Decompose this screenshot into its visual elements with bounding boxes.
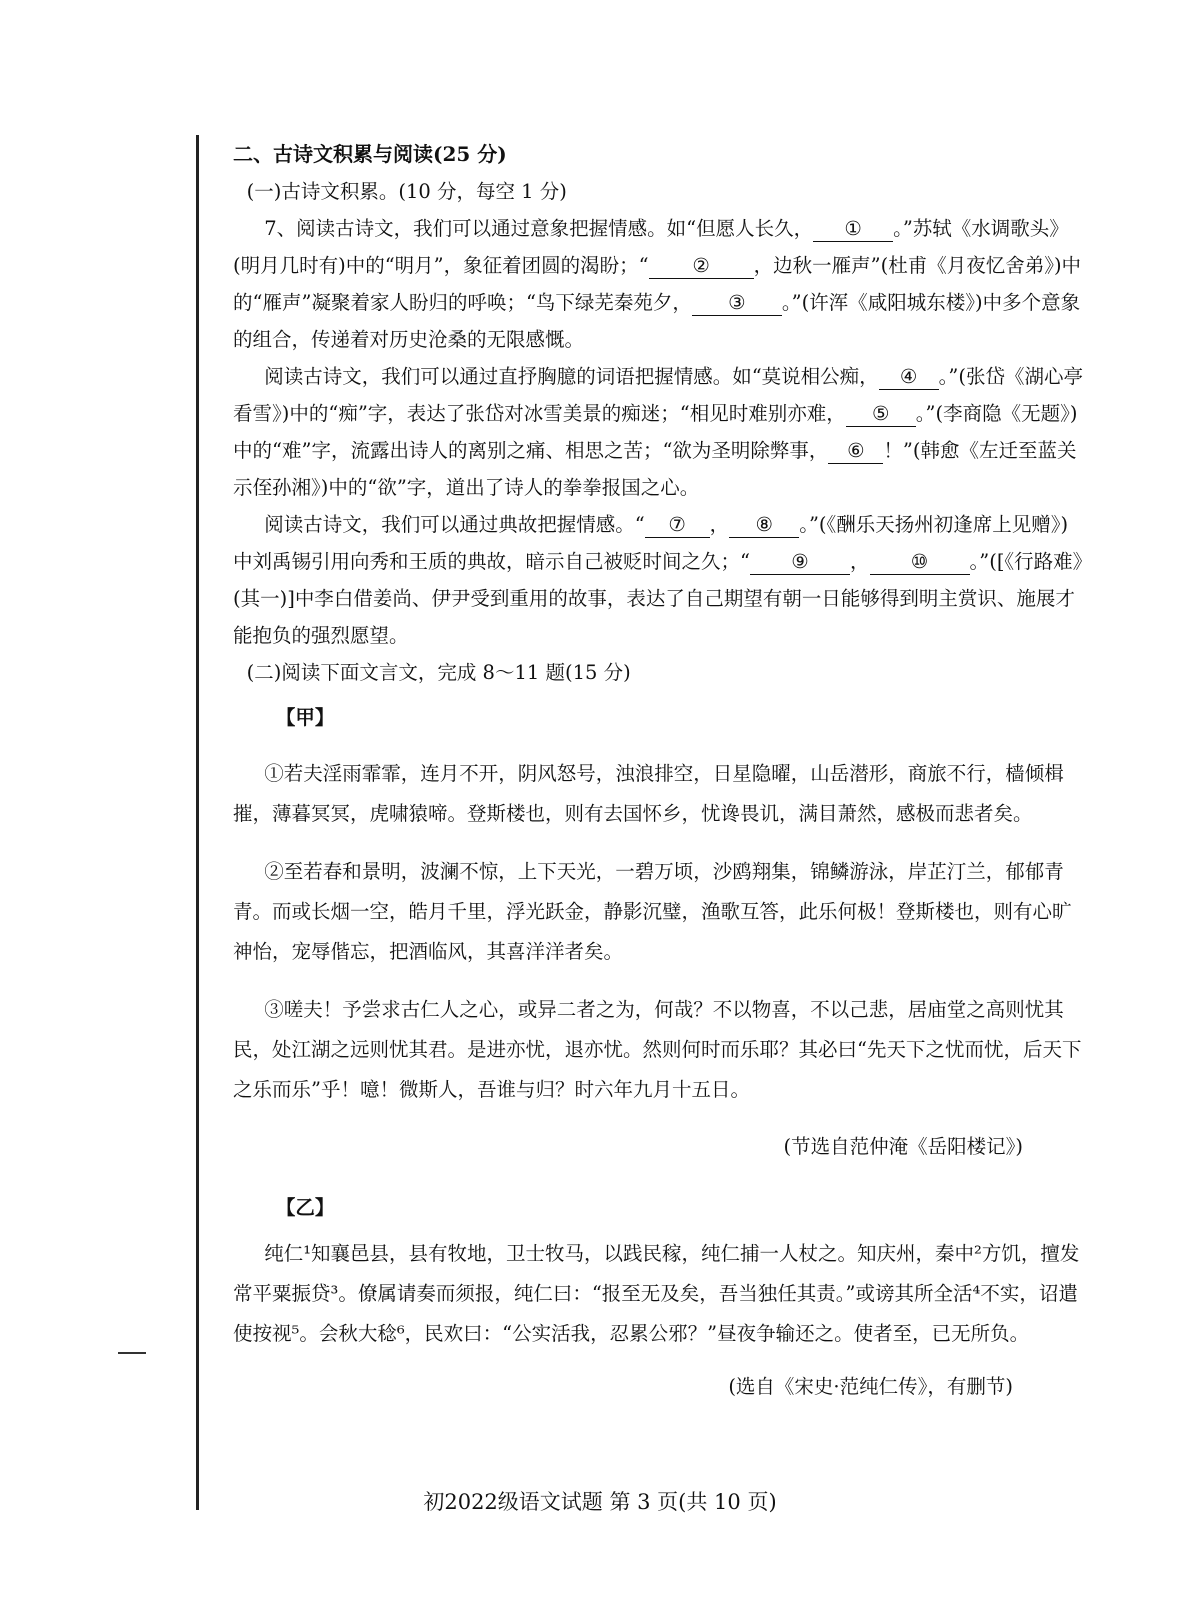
blank-3[interactable]: ③: [692, 291, 782, 316]
section-title: 二、古诗文积累与阅读(25 分): [233, 142, 507, 166]
passage-jia-paragraph-1: ①若夫淫雨霏霏，连月不开，阴风怒号，浊浪排空，日星隐曜，山岳潜形，商旅不行，樯倾楫摧，薄暮冥冥，虎啸猿啼。登斯楼也，则有去国怀乡，忧谗畏讥，满目萧然，感极而悲者矣。: [233, 762, 1064, 825]
passage-yi-source: (选自《宋史·范纯仁传》，有删节): [728, 1375, 1013, 1398]
passage-jia-label: 【甲】: [275, 706, 335, 729]
passage-yi-paragraph: 纯仁¹知襄邑县，县有牧地，卫士牧马，以践民稼，纯仁捕一人杖之。知庆州，秦中²方饥，擅发常平粟振贷³。僚属请奏而须报，纯仁曰：“报至无及矣，吾当独任其责。”或谤其所全活⁴不实，诏遣使按视⁵。会秋大稔⁶，民欢曰：“公实活我，忍累公邪？”昼夜争输还之。使者至，已无所负。: [233, 1242, 1080, 1345]
blank-4[interactable]: ④: [879, 365, 939, 390]
passage-yi-label: 【乙】: [275, 1196, 335, 1219]
binding-line: [196, 135, 199, 1510]
q7-paragraph-direct: 阅读古诗文，我们可以通过直抒胸臆的词语把握情感。如“莫说相公痴， ④ 。”(张岱《湖心亭看雪》)中的“痴”字，表达了张岱对冰雪美景的痴迷；“相见时难别亦难， ⑤ 。”(李商隐《无题》)中的“难”字，流露出诗人的离别之痛、相思之苦；“欲为圣明除弊事， ⑥ ！”(韩愈《左迁至蓝关示侄孙湘》)中的“欲”字，道出了诗人的拳拳报国之心。: [233, 365, 1083, 499]
passage-jia-paragraph-3: ③嗟夫！予尝求古仁人之心，或异二者之为，何哉？不以物喜，不以己悲，居庙堂之高则忧其民，处江湖之远则忧其君。是进亦忧，退亦忧。然则何时而乐耶？其必曰“先天下之忧而忧，后天下之乐而乐”乎！噫！微斯人，吾谁与归？时六年九月十五日。: [233, 998, 1082, 1101]
blank-10[interactable]: ⑩: [870, 550, 970, 575]
exam-content: [233, 136, 1083, 1405]
margin-mark: [118, 1352, 146, 1354]
blank-5[interactable]: ⑤: [846, 402, 916, 427]
blank-2[interactable]: ②: [649, 254, 754, 279]
passage-jia-paragraph-2: ②至若春和景明，波澜不惊，上下天光，一碧万顷，沙鸥翔集，锦鳞游泳，岸芷汀兰，郁郁青青。而或长烟一空，皓月千里，浮光跃金，静影沉璧，渔歌互答，此乐何极！登斯楼也，则有心旷神怡，宠辱偕忘，把酒临风，其喜洋洋者矣。: [233, 860, 1072, 963]
blank-9[interactable]: ⑨: [750, 550, 850, 575]
part2-heading: (二)阅读下面文言文，完成 8～11 题(15 分): [246, 661, 631, 684]
blank-7[interactable]: ⑦: [645, 513, 710, 538]
q7-paragraph-imagery: 7、阅读古诗文，我们可以通过意象把握情感。如“但愿人长久， ① 。”苏轼《水调歌头》(明月几时有)中的“明月”，象征着团圆的渴盼；“ ② ，边秋一雁声”(杜甫《月夜忆舍弟》)中的“雁声”凝聚着家人盼归的呼唤；“鸟下绿芜秦苑夕， ③ 。”(许浑《咸阳城东楼》)中多个意象的组合，传递着对历史沧桑的无限感慨。: [233, 217, 1082, 351]
blank-1[interactable]: ①: [813, 217, 893, 242]
blank-8[interactable]: ⑧: [729, 513, 799, 538]
q7-paragraph-allusion: 阅读古诗文，我们可以通过典故把握情感。“ ⑦ ， ⑧ 。”(《酬乐天扬州初逢席上见赠》)中刘禹锡引用向秀和王质的典故，暗示自己被贬时间之久；“ ⑨ ， ⑩ 。”([《行路难》(其一)]中李白借姜尚、伊尹受到重用的故事，表达了自己期望有朝一日能够得到明主赏识、施展才能抱负的强烈愿望。: [233, 513, 1083, 647]
blank-6[interactable]: ⑥: [828, 439, 883, 464]
page-footer: 初2022级语文试题 第 3 页(共 10 页): [423, 1490, 777, 1514]
part1-heading: (一)古诗文积累。(10 分，每空 1 分): [246, 180, 567, 203]
passage-jia-source: (节选自范仲淹《岳阳楼记》): [783, 1135, 1023, 1158]
